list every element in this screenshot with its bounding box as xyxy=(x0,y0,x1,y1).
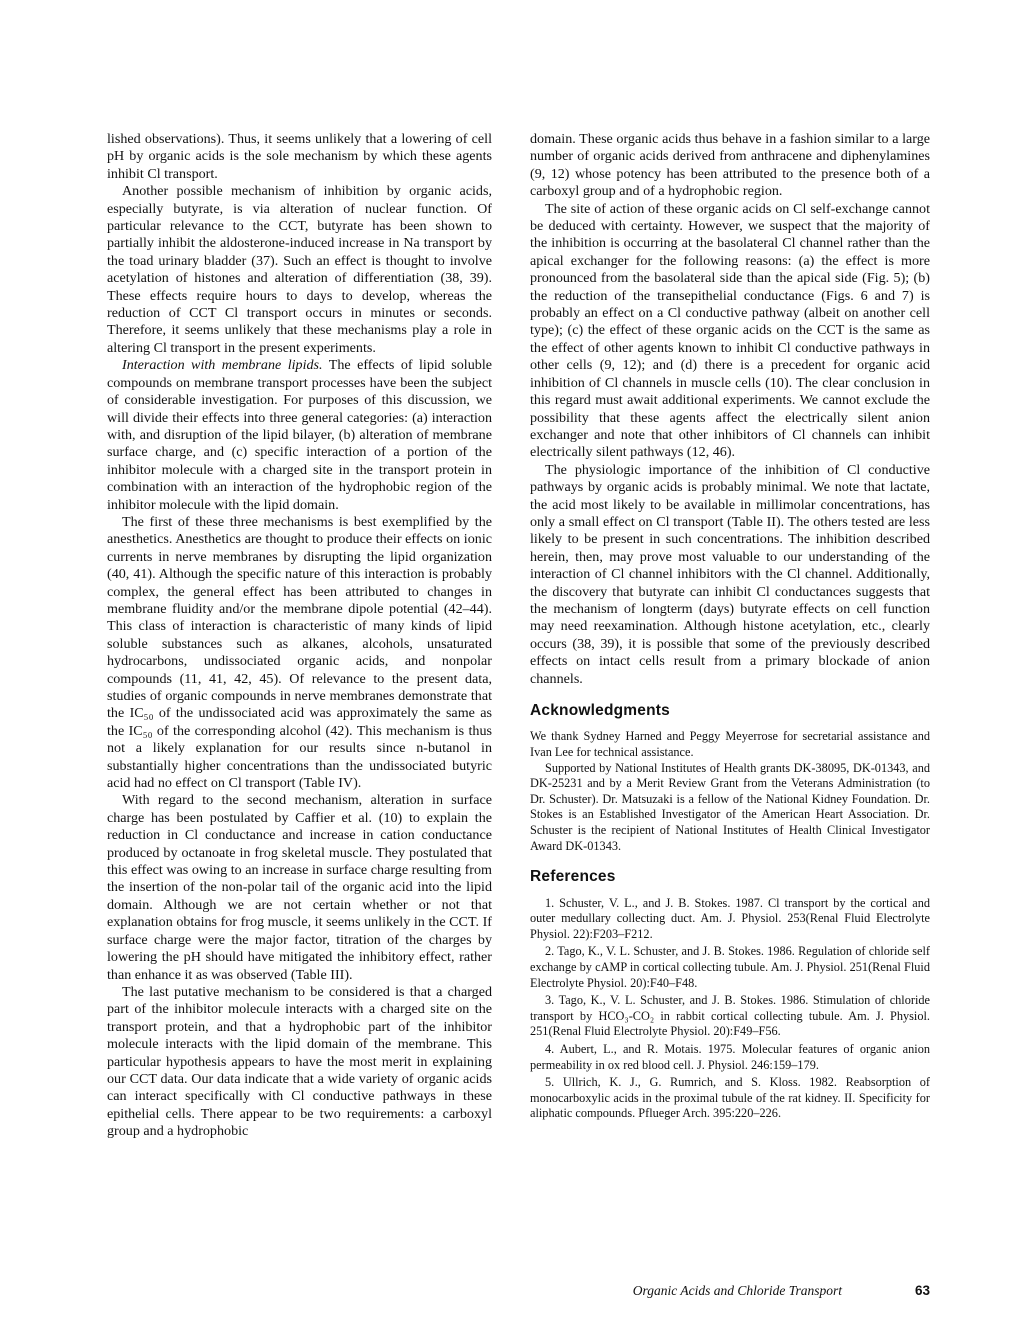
run-in-heading: Interaction with membrane lipids. xyxy=(122,357,323,374)
paragraph: Supported by National Institutes of Health grants DK-38095, DK-01343, and DK-25231 and by a Merit Review Grant from the Veterans Administration (to Dr. Schuster). Dr. Matsuzaki is a fellow of the National Kidney Foundation. Dr. Stokes is an Established Investigator of the American Heart Association. Dr. Schuster is the recipient of National Institutes of Health Clinical Investigator Award DK-01343. xyxy=(530,760,930,853)
paragraph: The first of these three mechanisms is best exemplified by the anesthetics. Anesthetics are thought to produce their effects on ionic currents in nerve membranes by disrupting the lipid organization (40, 41). Although the specific nature of this interaction is probably complex, the general effect has been attributed to changes in membrane fluidity and/or the membrane dipole potential (42–44). This class of interaction is characteristic of many kinds of lipid soluble substances such as alkanes, alcohols, unsaturated hydrocarbons, undissociated organic acids, and nonpolar compounds (11, 41, 42, 45). Of relevance to the present data, studies of organic compounds in nerve membranes demonstrate that the IC₅₀ of the undissociated acid was approximately the same as the IC₅₀ of the corresponding alcohol (42). This mechanism is thus not a likely explanation for our results since n-butanol in substantially higher concentrations than the undissociated butyric acid had no effect on Cl transport (Table IV). xyxy=(107,513,492,792)
reference-item: 3. Tago, K., V. L. Schuster, and J. B. Stokes. 1986. Stimulation of chloride transport by HCO₃-CO₂ in rabbit cortical collecting tubule. Am. J. Physiol. 251(Renal Fluid Electrolyte Physiol. 20):F49–F56. xyxy=(530,993,930,1039)
paragraph: The physiologic importance of the inhibition of Cl conductive pathways by organic acids is probably minimal. We note that lactate, the acid most likely to be available in millimolar concentrations, has only a small effect on Cl transport (Table II). The others tested are less likely to be present in such concentrations. The inhibition described herein, then, may prove most valuable to our understanding of the interaction of Cl channel inhibitors with the Cl channel. Additionally, the discovery that butyrate can inhibit Cl conductances suggests that the mechanism of longterm (days) butyrate effects on cell function may need reexamination. Although histone acetylation, etc., clearly occurs (38, 39), it is possible that some of the previously described effects on intact cells result from a primary blockade of anion channels. xyxy=(530,461,930,687)
left-column xyxy=(107,131,492,1141)
paragraph: lished observations). Thus, it seems unlikely that a lowering of cell pH by organic acids is the sole mechanism by which these agents inhibit Cl transport. xyxy=(107,131,492,182)
reference-list xyxy=(530,896,930,1122)
right-column xyxy=(530,131,930,1124)
reference-item: 5. Ullrich, K. J., G. Rumrich, and S. Kloss. 1982. Reabsorption of monocarboxylic acids in the proximal tubule of the rat kidney. II. Specificity for aliphatic compounds. Pflueger Arch. 395:220–226. xyxy=(530,1075,930,1121)
running-title: Organic Acids and Chloride Transport xyxy=(632,1283,842,1298)
paragraph: The last putative mechanism to be considered is that a charged part of the inhibitor molecule interacts with a charged site on the transport protein, and that a hydrophobic part of the inhibitor molecule interacts with the lipid domain of the membrane. This particular hypothesis appears to have the most merit in explaining our CCT data. Our data indicate that a wide variety of organic acids can interact specifically with Cl conductive pathways in these epithelial cells. There appear to be two requirements: a carboxyl group and a hydrophobic xyxy=(107,983,492,1140)
paragraph: The site of action of these organic acids on Cl self-exchange cannot be deduced with certainty. However, we suspect that the majority of the inhibition is occurring at the basolateral Cl channel rather than the apical exchanger for the following reasons: (a) the effect is more pronounced from the basolateral side than the apical side (Fig. 5); (b) the reduction of the transepithelial conductance (Figs. 6 and 7) is probably an effect on a Cl conductive pathway (albeit on another cell type); (c) the effect of these organic acids on the CCT is the same as the effect of other agents known to inhibit Cl conductive pathways in other cells (9, 12); and (d) there is a precedent for organic acid inhibition of Cl channels in muscle cells (10). The clear conclusion in this regard must await additional experiments. We cannot exclude the possibility that these agents affect the electrically silent anion exchanger and note that other inhibitors of Cl channels can inhibit electrically silent pathways (12, 46). xyxy=(530,200,930,461)
references-heading: References xyxy=(530,868,616,886)
paragraph-body: The effects of lipid soluble compounds on membrane transport processes have been the subject of considerable investigation. For purposes of this discussion, we will divide their effects into three general categories: (a) interaction with, and disruption of the lipid bilayer, (b) alteration of membrane surface charge, and (c) specific interaction of a portion of the inhibitor molecule with a charged site in the transport protein in combination with an interaction of the hydrophobic region of the inhibitor molecule with the lipid domain. xyxy=(107,357,492,513)
paragraph: We thank Sydney Harned and Peggy Meyerrose for secretarial assistance and Ivan Lee for technical assistance. xyxy=(530,729,930,759)
paragraph xyxy=(107,357,492,514)
paragraph: With regard to the second mechanism, alteration in surface charge has been postulated by Caffier et al. (10) to explain the reduction in Cl conductance and increase in cation conductance produced by octanoate in frog skeletal muscle. They postulated that this effect was owing to an increase in surface charge resulting from the insertion of the non-polar tail of the organic acid into the lipid domain. Although we are not certain whether or not that explanation obtains for frog muscle, it seems unlikely in the CCT. If surface charge were the major factor, titration of the charges by lowering the pH should have mitigated the inhibitory effect, rather than enhance it as was observed (Table III). xyxy=(107,792,492,983)
paragraph: domain. These organic acids thus behave in a fashion similar to a large number of organic acids derived from anthracene and diphenylamines (9, 12) whose potency has been attributed to the presence both of a carboxyl group and of a hydrophobic region. xyxy=(530,131,930,200)
acknowledgments-section xyxy=(530,729,930,854)
reference-item: 2. Tago, K., V. L. Schuster, and J. B. Stokes. 1986. Regulation of chloride self exchange by cAMP in cortical collecting tubule. Am. J. Physiol. 251(Renal Fluid Electrolyte Physiol. 20):F40–F48. xyxy=(530,944,930,990)
paragraph: Another possible mechanism of inhibition by organic acids, especially butyrate, is via alteration of nuclear function. Of particular relevance to the CCT, butyrate has been shown to partially inhibit the aldosterone-induced increase in Na transport by the toad urinary bladder (37). Such an effect is thought to involve acetylation of histones and alteration of differentiation (38, 39). These effects require hours to days to develop, whereas the reduction of CCT Cl transport occurs in minutes or seconds. Therefore, it seems unlikely that these mechanisms play a role in altering Cl transport in the present experiments. xyxy=(107,183,492,356)
page-number: 63 xyxy=(914,1283,930,1298)
acknowledgments-heading: Acknowledgments xyxy=(530,702,670,719)
reference-item: 4. Aubert, L., and R. Motais. 1975. Molecular features of organic anion permeability in ox red blood cell. J. Physiol. 246:159–179. xyxy=(530,1041,930,1072)
reference-item: 1. Schuster, V. L., and J. B. Stokes. 1987. Cl transport by the cortical and outer medullary collecting duct. Am. J. Physiol. 253(Renal Fluid Electrolyte Physiol. 22):F203–F212. xyxy=(530,895,930,941)
